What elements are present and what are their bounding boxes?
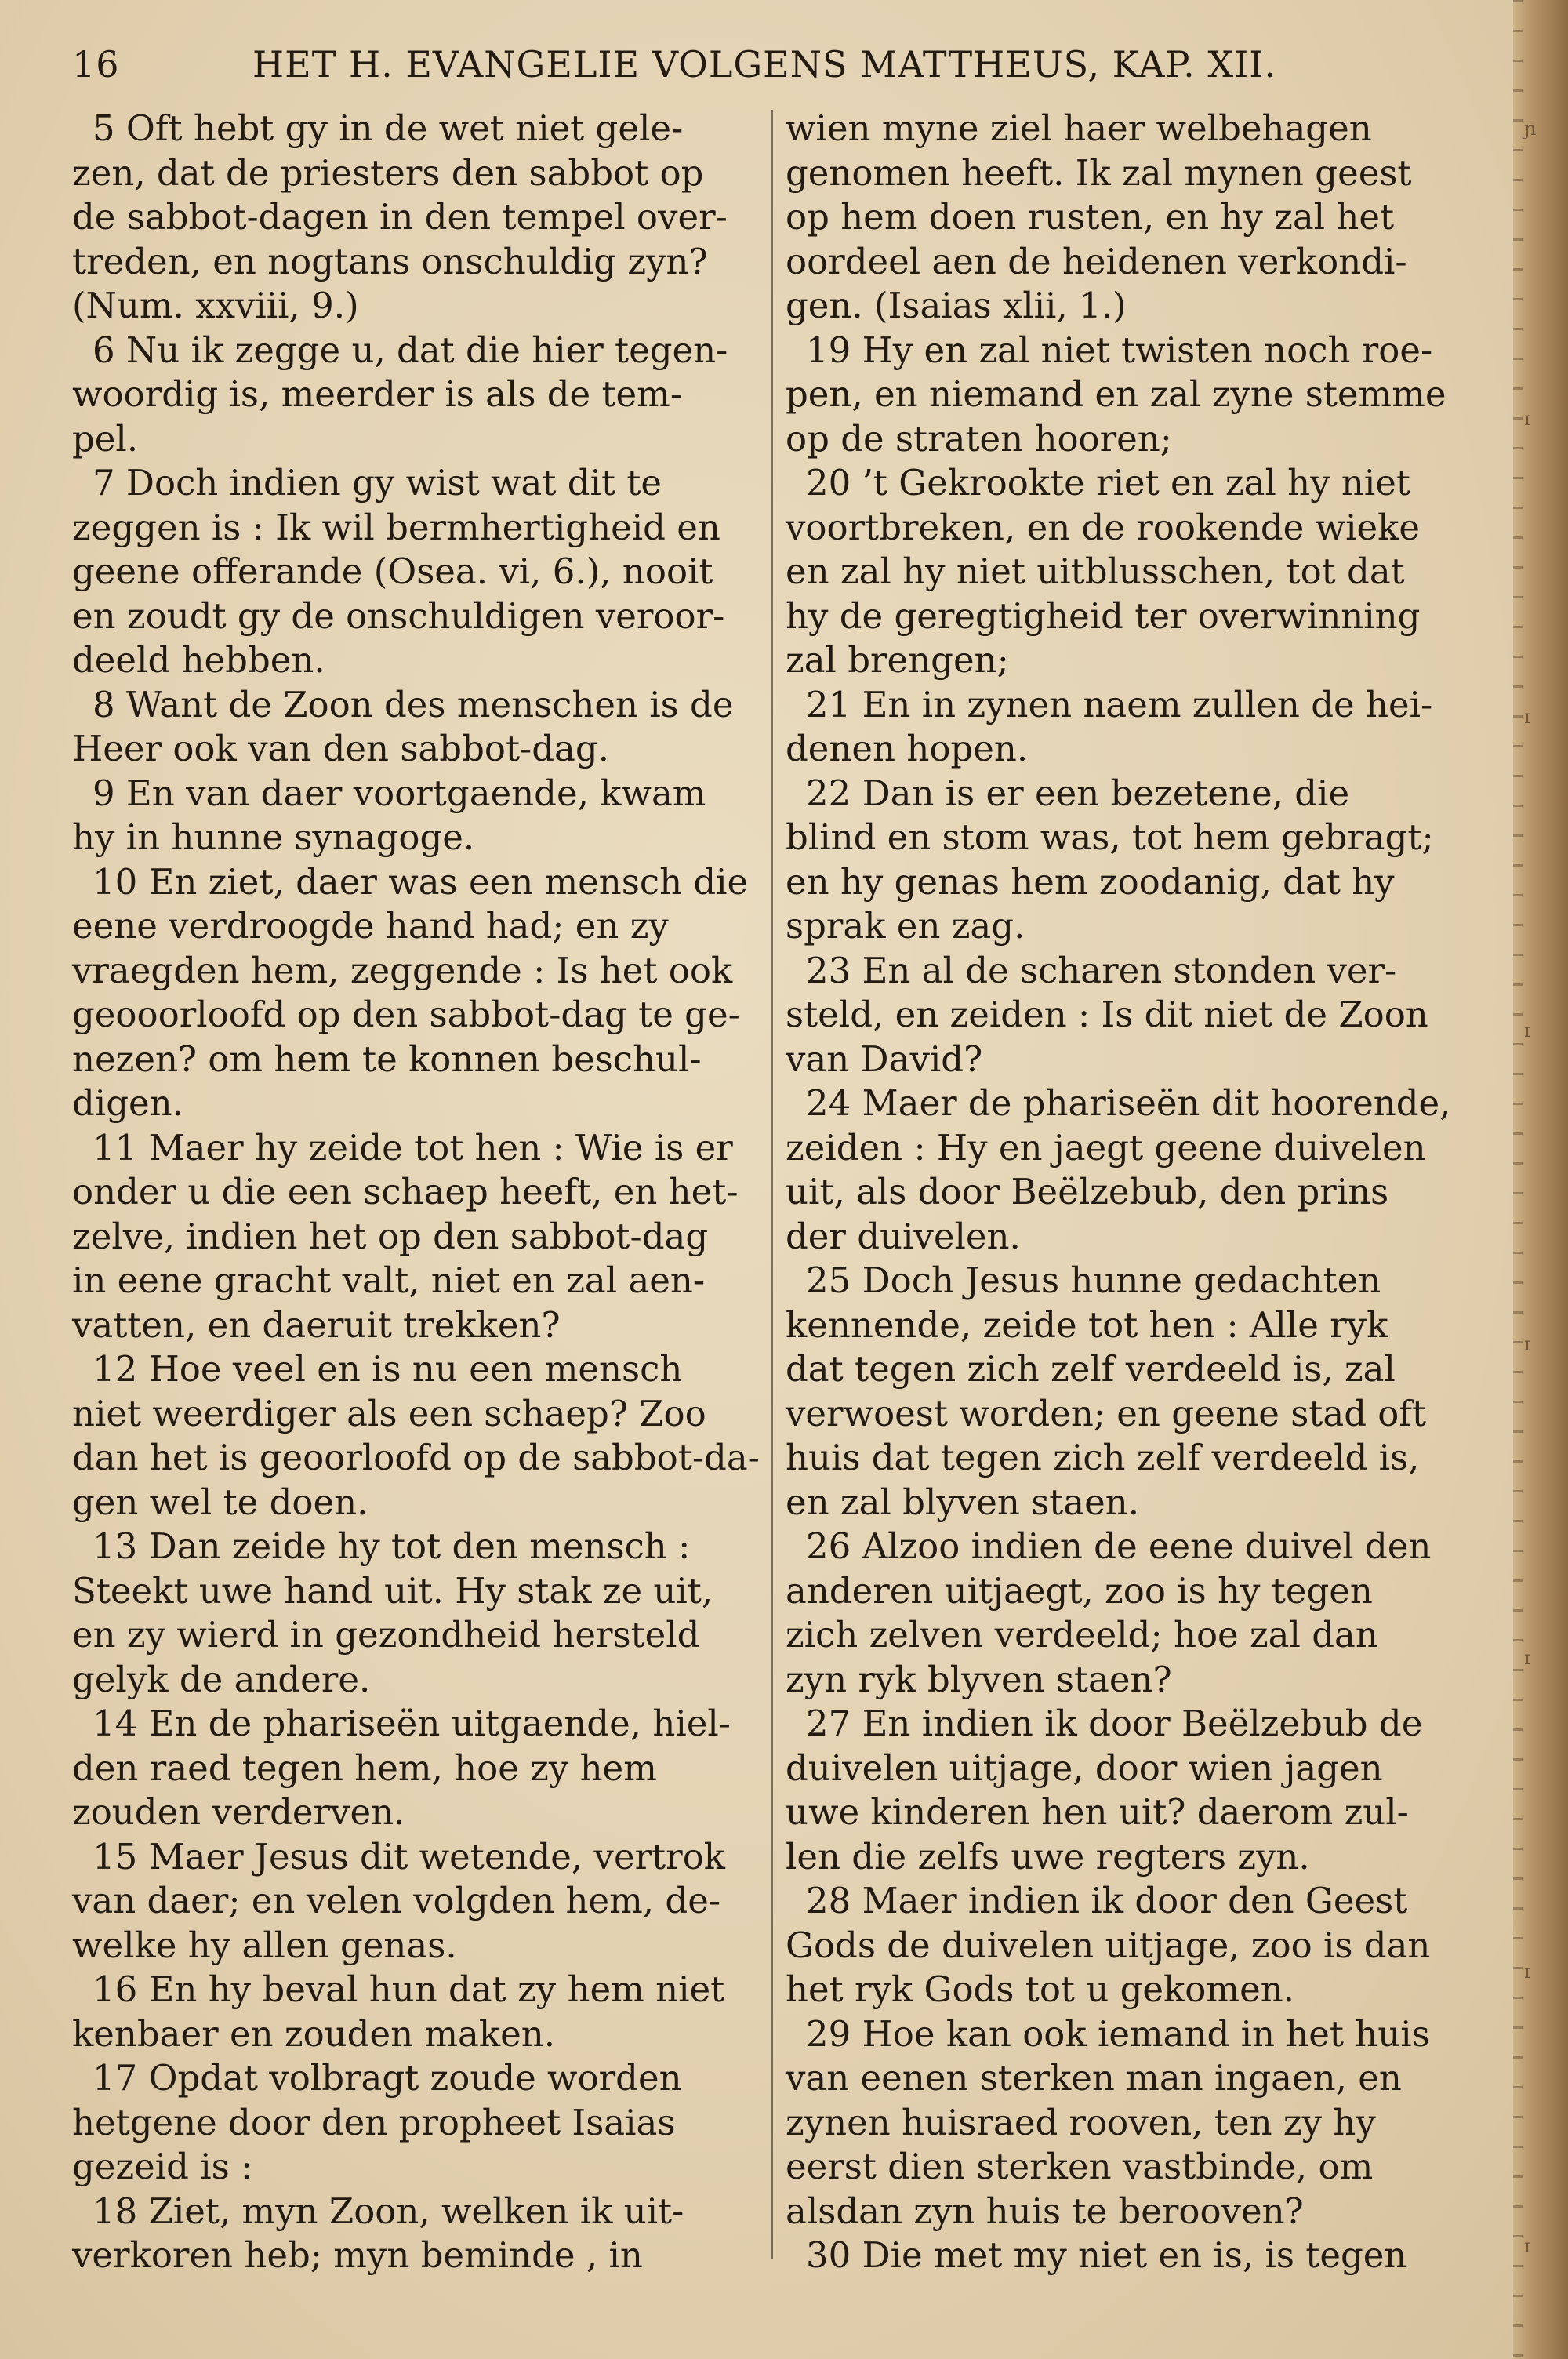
- text-line: zelve, indien het op den sabbot-dag: [72, 1215, 709, 1257]
- text-line: 10 En ziet, daer was een mensch die: [93, 860, 749, 903]
- text-line: dat tegen zich zelf verdeeld is, zal: [786, 1348, 1396, 1390]
- text-line: en zal blyven staen.: [786, 1481, 1140, 1523]
- text-line: den raed tegen hem, hoe zy hem: [72, 1747, 657, 1789]
- text-line: zouden verderven.: [72, 1791, 405, 1833]
- left-column: [72, 107, 762, 2278]
- text-line: 24 Maer de phariseën dit hoorende,: [806, 1082, 1451, 1124]
- text-line: en zy wierd in gezondheid hersteld: [72, 1614, 700, 1656]
- text-line: zynen huisraed rooven, ten zy hy: [786, 2101, 1376, 2143]
- text-line: 26 Alzoo indien de eene duivel den: [806, 1525, 1432, 1567]
- text-line: genomen heeft. Ik zal mynen geest: [786, 151, 1412, 194]
- text-line: zich zelven verdeeld; hoe zal dan: [786, 1614, 1378, 1656]
- text-line: gelyk de andere.: [72, 1658, 371, 1700]
- text-line: op de straten hooren;: [786, 417, 1172, 460]
- right-column: [786, 107, 1475, 2278]
- text-line: len die zelfs uwe regters zyn.: [786, 1835, 1310, 1877]
- adjacent-page-edge: ɲ ɪ ɪ ɪ ɪ ɪ ɪ ɪ: [1513, 0, 1568, 2359]
- text-line: anderen uitjaegt, zoo is hy tegen: [786, 1569, 1373, 1612]
- text-line: 19 Hy en zal niet twisten noch roe-: [806, 329, 1433, 371]
- text-line: in eene gracht valt, niet en zal aen-: [72, 1259, 706, 1301]
- text-line: 9 En van daer voortgaende, kwam: [93, 772, 706, 814]
- text-line: de sabbot-dagen in den tempel over-: [72, 196, 728, 238]
- text-line: onder u die een schaep heeft, en het-: [72, 1171, 739, 1212]
- text-line: 17 Opdat volbragt zoude worden: [93, 2057, 682, 2099]
- text-line: 25 Doch Jesus hunne gedachten: [806, 1259, 1381, 1301]
- text-line: deeld hebben.: [72, 639, 325, 681]
- text-line: 21 En in zynen naem zullen de hei-: [806, 683, 1433, 725]
- text-line: vatten, en daeruit trekken?: [72, 1303, 561, 1346]
- text-line: digen.: [72, 1082, 183, 1124]
- text-line: wien myne ziel haer welbehagen: [786, 107, 1372, 149]
- text-line: 8 Want de Zoon des menschen is de: [93, 683, 734, 725]
- text-line: en zoudt gy de onschuldigen veroor-: [72, 594, 725, 637]
- text-line: op hem doen rusten, en hy zal het: [786, 196, 1395, 238]
- text-line: zen, dat de priesters den sabbot op: [72, 151, 704, 194]
- text-line: geooorloofd op den sabbot-dag te ge-: [72, 994, 740, 1035]
- text-line: geene offerande (Osea. vi, 6.), nooit: [72, 551, 713, 592]
- text-line: eene verdroogde hand had; en zy: [72, 905, 669, 947]
- text-line: 11 Maer hy zeide tot hen : Wie is er: [93, 1126, 733, 1169]
- text-line: woordig is, meerder is als de tem-: [72, 373, 683, 415]
- text-line: treden, en nogtans onschuldig zyn?: [72, 240, 708, 282]
- text-line: 18 Ziet, myn Zoon, welken ik uit-: [93, 2190, 684, 2232]
- text-line: (Num. xxviii, 9.): [72, 285, 359, 326]
- text-line: hy in hunne synagoge.: [72, 816, 475, 858]
- text-line: 22 Dan is er een bezetene, die: [806, 772, 1350, 814]
- text-line: dan het is geoorloofd op de sabbot-da-: [72, 1437, 760, 1478]
- text-line: eerst dien sterken vastbinde, om: [786, 2146, 1374, 2187]
- text-line: 5 Oft hebt gy in de wet niet gele-: [93, 107, 684, 149]
- text-line: 30 Die met my niet en is, is tegen: [806, 2234, 1407, 2276]
- text-line: hy de geregtigheid ter overwinning: [786, 594, 1421, 637]
- text-line: sprak en zag.: [786, 905, 1025, 947]
- text-line: Heer ook van den sabbot-dag.: [72, 728, 609, 769]
- page-number: 16: [72, 43, 120, 85]
- text-line: kenbaer en zouden maken.: [72, 2012, 556, 2055]
- text-line: zeggen is : Ik wil bermhertigheid en: [72, 506, 720, 548]
- text-line: van David?: [786, 1038, 983, 1080]
- text-line: pel.: [72, 417, 139, 460]
- text-line: het ryk Gods tot u gekomen.: [786, 1968, 1294, 2010]
- text-line: kennende, zeide tot hen : Alle ryk: [786, 1303, 1388, 1346]
- text-line: alsdan zyn huis te berooven?: [786, 2190, 1304, 2232]
- text-line: 6 Nu ik zegge u, dat die hier tegen-: [93, 329, 728, 371]
- text-line: oordeel aen de heidenen verkondi-: [786, 240, 1407, 282]
- text-line: der duivelen.: [786, 1215, 1021, 1257]
- text-line: 7 Doch indien gy wist wat dit te: [93, 462, 662, 503]
- text-line: uit, als door Beëlzebub, den prins: [786, 1171, 1389, 1212]
- text-line: hetgene door den propheet Isaias: [72, 2101, 676, 2143]
- text-line: 28 Maer indien ik door den Geest: [806, 1880, 1408, 1921]
- text-line: gen wel te doen.: [72, 1481, 368, 1523]
- text-line: denen hopen.: [786, 728, 1029, 769]
- text-line: van daer; en velen volgden hem, de-: [72, 1880, 721, 1921]
- text-line: 20 ’t Gekrookte riet en zal hy niet: [806, 462, 1410, 503]
- text-line: en hy genas hem zoodanig, dat hy: [786, 860, 1395, 903]
- text-line: gen. (Isaias xlii, 1.): [786, 285, 1127, 326]
- running-head: [72, 41, 1499, 88]
- text-line: Gods de duivelen uitjage, zoo is dan: [786, 1924, 1431, 1966]
- text-line: pen, en niemand en zal zyne stemme: [786, 373, 1446, 415]
- text-line: verkoren heb; myn beminde , in: [72, 2234, 643, 2276]
- text-line: van eenen sterken man ingaen, en: [786, 2057, 1402, 2099]
- column-divider: [771, 110, 773, 2259]
- text-line: 23 En al de scharen stonden ver-: [806, 949, 1397, 991]
- text-line: 29 Hoe kan ook iemand in het huis: [806, 2012, 1430, 2055]
- text-line: verwoest worden; en geene stad oft: [786, 1392, 1427, 1434]
- text-line: huis dat tegen zich zelf verdeeld is,: [786, 1437, 1420, 1478]
- text-line: 16 En hy beval hun dat zy hem niet: [93, 1968, 725, 2010]
- text-line: steld, en zeiden : Is dit niet de Zoon: [786, 994, 1428, 1035]
- text-line: Steekt uwe hand uit. Hy stak ze uit,: [72, 1569, 713, 1612]
- text-line: nezen? om hem te konnen beschul-: [72, 1038, 702, 1080]
- text-line: gezeid is :: [72, 2146, 253, 2187]
- text-line: uwe kinderen hen uit? daerom zul-: [786, 1791, 1409, 1833]
- text-line: 14 En de phariseën uitgaende, hiel-: [93, 1703, 731, 1744]
- text-line: duivelen uitjage, door wien jagen: [786, 1747, 1383, 1789]
- text-line: zyn ryk blyven staen?: [786, 1658, 1172, 1700]
- text-line: 12 Hoe veel en is nu een mensch: [93, 1348, 683, 1390]
- text-line: en zal hy niet uitblusschen, tot dat: [786, 551, 1405, 592]
- text-line: 15 Maer Jesus dit wetende, vertrok: [93, 1835, 726, 1877]
- text-line: vraegden hem, zeggende : Is het ook: [72, 949, 733, 991]
- text-line: zal brengen;: [786, 639, 1009, 681]
- text-line: niet weerdiger als een schaep? Zoo: [72, 1392, 706, 1434]
- running-title: HET H. EVANGELIE VOLGENS MATTHEUS, KAP. XII.: [252, 43, 1277, 85]
- text-line: 13 Dan zeide hy tot den mensch :: [93, 1525, 691, 1567]
- text-line: welke hy allen genas.: [72, 1924, 457, 1966]
- text-line: blind en stom was, tot hem gebragt;: [786, 816, 1434, 858]
- text-line: zeiden : Hy en jaegt geene duivelen: [786, 1126, 1426, 1169]
- text-line: 27 En indien ik door Beëlzebub de: [806, 1703, 1423, 1744]
- text-line: voortbreken, en de rookende wieke: [786, 506, 1421, 548]
